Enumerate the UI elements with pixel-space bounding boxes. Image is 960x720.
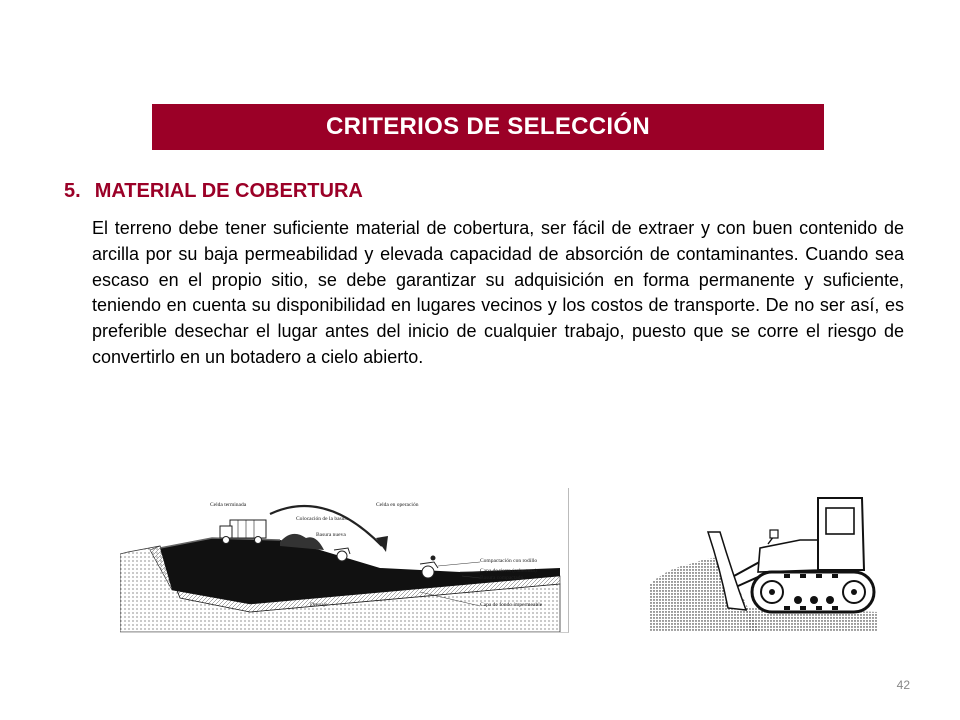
bulldozer-illustration xyxy=(650,488,878,632)
label-compactacion: Compactación con rodillo xyxy=(480,558,538,564)
section-number: 5. xyxy=(64,180,81,202)
slide-title-bar xyxy=(152,104,824,150)
label-basura-compactada: Basura compactada xyxy=(480,575,523,581)
label-colocacion-basura: Colocación de la basura xyxy=(296,516,349,522)
bulldozer-icon xyxy=(650,488,878,632)
label-capa-fondo: Capa de fondo impermeable xyxy=(480,602,543,608)
label-drenaje: Drenaje xyxy=(310,602,328,608)
label-celda-operacion: Celda en operación xyxy=(376,502,419,508)
label-celda-terminada: Celda terminada xyxy=(210,502,247,508)
page-number: 42 xyxy=(896,678,910,692)
label-capa-tierra: Capa de tierra (cobertura) xyxy=(480,568,537,574)
slide-title: CRITERIOS DE SELECCIÓN xyxy=(326,113,650,140)
section-heading xyxy=(64,180,363,203)
section-title: MATERIAL DE COBERTURA xyxy=(94,180,363,202)
label-basura-nueva: Basura nueva xyxy=(316,532,346,538)
section-body: El terreno debe tener suficiente material de cobertura, ser fácil de extraer y con buen contenido de arcilla por su baja permeabilidad y elevada capacidad de absorción de contaminantes. Cuando sea escaso en el propio sitio, se debe garantizar su adquisición en forma permanente y suficiente, teniendo en cuenta su disponibilidad en lugares vecinos y los costos de transporte. De no ser así, es preferible desechar el lugar antes del inicio de cualquier trabajo, puesto que se corre el riesgo de convertirlo en un botadero a cielo abierto. xyxy=(92,218,904,367)
landfill-cell-diagram xyxy=(120,488,569,633)
